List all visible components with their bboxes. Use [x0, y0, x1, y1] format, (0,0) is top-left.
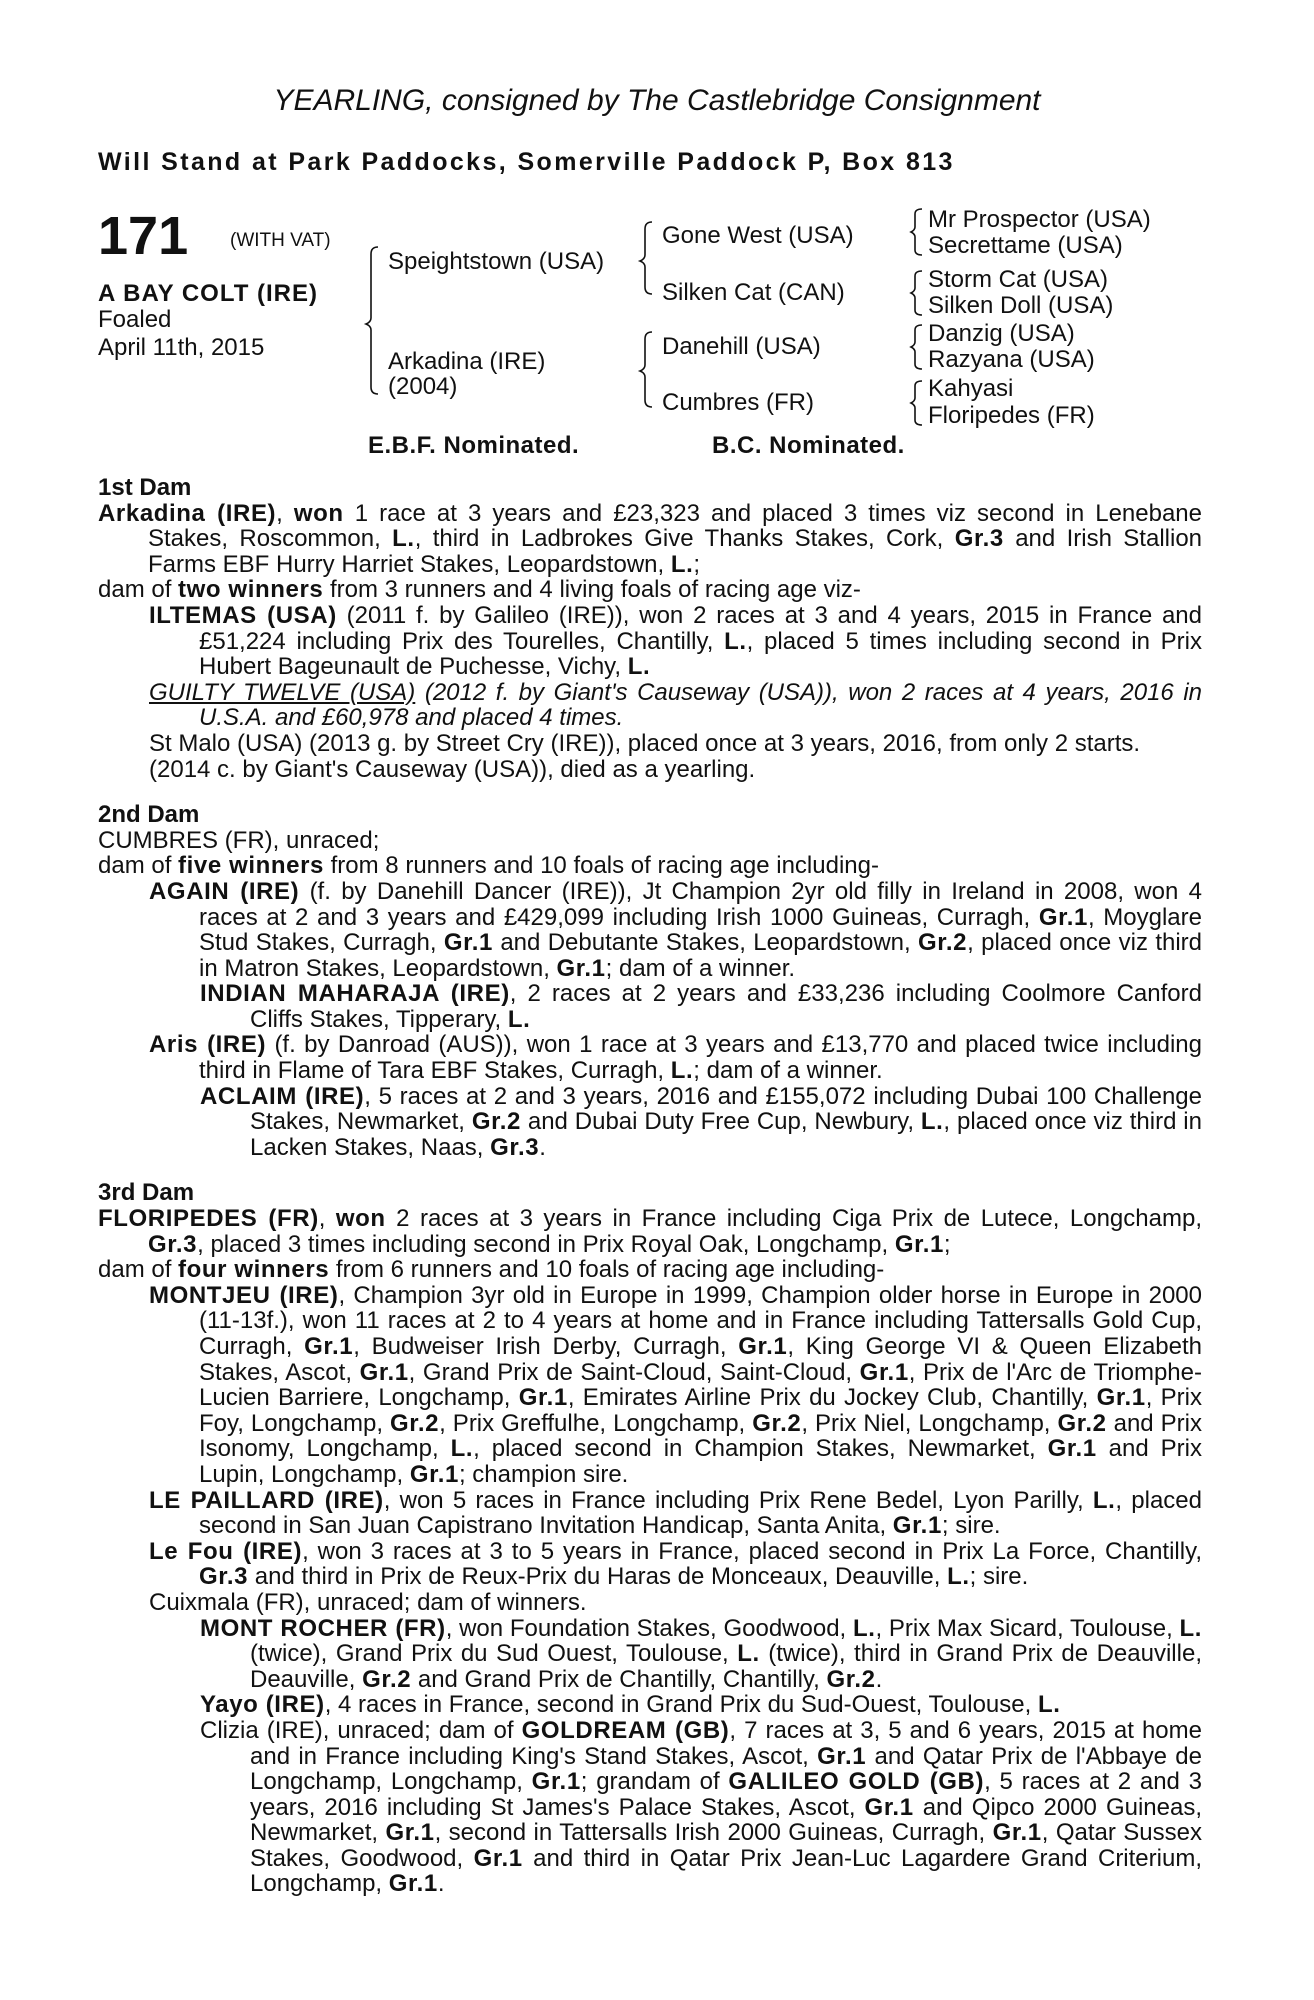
text-run: , — [276, 499, 294, 527]
bold-text: Gr.1 — [556, 954, 606, 982]
dam3-foal-cuixmala — [98, 1590, 1202, 1616]
sire-dam: Silken Cat (CAN) — [662, 279, 845, 306]
bold-text: Gr.2 — [752, 1409, 802, 1437]
dam3-produce-summary — [98, 1257, 1202, 1283]
bold-text: L. — [920, 1108, 944, 1136]
bold-text: Gr.3 — [954, 525, 1004, 553]
bold-text: Gr.2 — [826, 1665, 876, 1693]
dam-sire-dam: Razyana (USA) — [928, 346, 1095, 373]
dam3-foal-le-paillard — [98, 1488, 1202, 1539]
bold-text: four winners — [178, 1256, 330, 1284]
sire-sire: Gone West (USA) — [662, 222, 854, 249]
text-run: dam of — [98, 576, 179, 604]
bold-text: Gr.1 — [1096, 1384, 1146, 1412]
text-run: from 8 runners and 10 foals of racing age including- — [323, 852, 879, 880]
bold-text: Arkadina (IRE) — [98, 499, 277, 527]
bold-text: Gr.1 — [518, 1384, 568, 1412]
bold-text: L. — [947, 1563, 970, 1591]
dam-dam: Cumbres (FR) — [662, 389, 815, 416]
text-run: from 6 runners and 10 foals of racing age including- — [329, 1256, 885, 1284]
dam2-grandfoal-indian-maharaja — [98, 981, 1202, 1032]
dam1-foal-guilty-twelve — [98, 680, 1202, 731]
text-run: ; sire. — [969, 1563, 1029, 1591]
text-run: , placed second in San Juan Capistrano Invitation Handicap, Santa Anita, — [199, 1486, 1202, 1540]
stand-location: Will Stand at Park Paddocks, Somerville Paddock P, Box 813 — [98, 148, 955, 176]
text-run: , Prix Greffulhe, Longchamp, — [439, 1409, 753, 1437]
bold-text: Gr.1 — [388, 1870, 438, 1898]
bold-text: Gr.1 — [385, 1819, 435, 1847]
bold-text: INDIAN MAHARAJA (IRE) — [200, 980, 510, 1008]
text-run: (2011 f. by Galileo (IRE)), won 2 races at 3 and 4 years, 2015 in France and £51,224 including Prix des Tourelles, Chantilly, — [199, 601, 1203, 655]
text-run: , 5 races at 2 and 3 years, 2016 and £155,072 including Dubai 100 Challenge Stakes, Newmarket, — [250, 1082, 1202, 1136]
bold-text: ACLAIM (IRE) — [200, 1082, 365, 1110]
text-run: GUILTY TWELVE (USA) — [149, 678, 416, 706]
bold-text: L. — [507, 1005, 531, 1033]
sire-dam-sire: Storm Cat (USA) — [928, 266, 1109, 293]
bold-text: Gr.1 — [304, 1333, 354, 1360]
text-run: , second in Tattersalls Irish 2000 Guineas, Curragh, — [434, 1819, 993, 1847]
text-run: and Prix Isonomy, Longchamp, — [199, 1409, 1202, 1463]
second-dam-heading: 2nd Dam — [98, 801, 200, 829]
text-run: ; — [943, 1230, 951, 1258]
bold-text: LE PAILLARD (IRE) — [149, 1486, 384, 1514]
text-run: , Prix Foy, Longchamp, — [199, 1384, 1202, 1437]
bold-text: Gr.2 — [390, 1409, 440, 1437]
sire-dam-dam: Silken Doll (USA) — [928, 292, 1114, 319]
text-run: , won 3 races at 3 to 5 years in France, placed second in Prix La Force, Chantilly, — [302, 1537, 1202, 1565]
sire: Speightstown (USA) — [388, 248, 605, 275]
ebf-nomination: E.B.F. Nominated. — [368, 432, 580, 459]
text-run: , placed once viz third in Matron Stakes, Leopardstown, — [199, 929, 1203, 982]
catalogue-body — [98, 475, 1202, 1897]
bold-text: L. — [852, 1614, 876, 1642]
bold-text: Gr.1 — [443, 929, 493, 957]
bold-text: Gr.1 — [859, 1358, 909, 1386]
bold-text: GALILEO GOLD (GB) — [728, 1768, 985, 1796]
text-run: ; — [693, 550, 701, 578]
bold-text: L. — [1037, 1691, 1061, 1719]
text-run: , 2 races at 2 years and £33,236 including Coolmore Canford Cliffs Stakes, Tipperary, — [250, 980, 1202, 1033]
bold-text: Gr.2 — [362, 1665, 412, 1693]
text-run: , Prix Max Sicard, Toulouse, — [875, 1614, 1180, 1642]
bold-text: Gr.1 — [817, 1742, 867, 1770]
sire-sire-dam: Secrettame (USA) — [928, 232, 1123, 259]
text-run: , Qatar Sussex Stakes, Goodwood, — [250, 1819, 1202, 1872]
bold-text: Gr.1 — [1038, 903, 1088, 931]
text-run: , 4 races in France, second in Grand Prix du Sud-Ouest, Toulouse, — [324, 1691, 1038, 1719]
text-run: ; champion sire. — [458, 1460, 629, 1488]
text-run: . — [437, 1870, 445, 1898]
bold-text: L. — [724, 627, 747, 655]
text-run: (2014 c. by Giant's Causeway (USA)), died as a yearling. — [149, 755, 756, 783]
text-run: and Qipco 2000 Guineas, Newmarket, — [250, 1793, 1203, 1847]
text-run: 2 races at 3 years in France including Ciga Prix de Lutece, Longchamp, — [385, 1205, 1202, 1233]
consignment-title: YEARLING, consigned by The Castlebridge Consignment — [273, 84, 1041, 117]
text-run: , placed 5 times including second in Prix Hubert Bageunault de Puchesse, Vichy, — [199, 627, 1203, 681]
foaled-label: Foaled — [98, 306, 172, 333]
text-run: , placed second in Champion Stakes, Newmarket, — [473, 1435, 1048, 1463]
text-run: Clizia (IRE), unraced; dam of — [200, 1716, 522, 1744]
text-run: and third in Qatar Prix Jean-Luc Lagardere Grand Criterium, Longchamp, — [250, 1844, 1202, 1898]
text-run: and third in Prix de Reux-Prix du Haras de Monceaux, Deauville, — [248, 1563, 948, 1591]
text-run: (2012 f. by Giant's Causeway (USA)), won 2 races at 4 years, 2016 in U.S.A. and £60,978 and placed 4 times. — [199, 678, 1202, 732]
bold-text: won — [293, 499, 344, 527]
bold-text: AGAIN (IRE) — [149, 877, 300, 905]
bold-text: ILTEMAS (USA) — [149, 601, 337, 629]
dam1-foal-iltemas — [98, 603, 1202, 680]
text-run: dam of — [98, 852, 179, 880]
dam1-produce-summary — [98, 577, 1202, 603]
text-run: Cuixmala (FR), unraced; dam of winners. — [149, 1588, 587, 1616]
text-run: , Budweiser Irish Derby, Curragh, — [353, 1333, 739, 1360]
dam2-foal-aris — [98, 1032, 1202, 1083]
bc-nomination: B.C. Nominated. — [712, 432, 905, 459]
bold-text: Gr.1 — [531, 1768, 581, 1796]
text-run: and Qatar Prix de l'Abbaye de Longchamp, Longchamp, — [250, 1742, 1202, 1796]
dam-dam-sire: Kahyasi — [928, 375, 1014, 402]
bold-text: Gr.1 — [738, 1333, 788, 1360]
text-run: dam of — [98, 1256, 179, 1284]
text-run: , Moyglare Stud Stakes, Curragh, — [199, 903, 1202, 957]
bold-text: Gr.1 — [409, 1460, 459, 1488]
text-run: , King George VI & Queen Elizabeth Stakes, Ascot, — [199, 1333, 1203, 1386]
bold-text: Le Fou (IRE) — [149, 1537, 303, 1565]
dam-year: (2004) — [388, 373, 458, 400]
bold-text: two winners — [178, 576, 324, 604]
text-run: (f. by Danehill Dancer (IRE)), Jt Champion 2yr old filly in Ireland in 2008, won 4 races at 2 and 3 years and £429,099 including Irish 1000 Guineas, Curragh, — [199, 877, 1203, 931]
text-run: , placed once viz third in Lacken Stakes, Naas, — [250, 1108, 1202, 1161]
dam3-grandfoal-clizia — [98, 1718, 1202, 1897]
bold-text: five winners — [178, 852, 324, 880]
bold-text: Gr.2 — [918, 929, 968, 957]
dam2-record — [98, 828, 1202, 854]
dam3-record — [98, 1206, 1202, 1257]
text-run: , third in Ladbrokes Give Thanks Stakes, Cork, — [414, 525, 955, 553]
bold-text: L. — [670, 550, 694, 578]
dam1-foal-st-malo — [98, 731, 1202, 757]
dam3-grandfoal-mont-rocher — [98, 1616, 1202, 1693]
text-run: . — [539, 1133, 546, 1161]
bold-text: L. — [737, 1640, 760, 1668]
bold-text: Gr.1 — [864, 1793, 914, 1821]
bold-text: Gr.1 — [894, 1230, 944, 1258]
dam3-foal-le-fou — [98, 1539, 1202, 1590]
dam1-foal-2014 — [98, 757, 1202, 783]
text-run: 1 race at 3 years and £23,323 and placed 3 times viz second in Lenebane Stakes, Roscommon, — [148, 499, 1203, 553]
lot-name: A BAY COLT (IRE) — [98, 280, 319, 307]
bold-text: Gr.2 — [471, 1108, 521, 1136]
text-run: from 3 runners and 4 living foals of racing age viz- — [323, 576, 861, 604]
text-run: ; dam of a winner. — [693, 1057, 883, 1085]
text-run: , Prix de l'Arc de Triomphe-Lucien Barriere, Longchamp, — [199, 1358, 1202, 1412]
text-run: , Prix Niel, Longchamp, — [801, 1409, 1058, 1437]
dam3-grandfoal-yayo — [98, 1692, 1202, 1718]
text-run: , Emirates Airline Prix du Jockey Club, Chantilly, — [567, 1384, 1097, 1412]
third-dam-heading: 3rd Dam — [98, 1179, 195, 1207]
bold-text: Yayo (IRE) — [200, 1691, 325, 1719]
bold-text: L. — [450, 1435, 474, 1463]
dam2-grandfoal-aclaim — [98, 1084, 1202, 1161]
dam-dam-dam: Floripedes (FR) — [928, 402, 1095, 429]
vat-label: (WITH VAT) — [230, 230, 331, 251]
text-run: and Dubai Duty Free Cup, Newbury, — [520, 1108, 921, 1136]
bold-text: Gr.3 — [148, 1230, 198, 1258]
text-run: CUMBRES (FR), unraced; — [98, 826, 380, 854]
text-run: , Champion 3yr old in Europe in 1999, Champion older horse in Europe in 2000 (11-13f.), won 11 races at 2 to 4 years at home and in France including Tattersalls Gold Cup, Curragh, — [199, 1281, 1202, 1360]
bold-text: MONT ROCHER (FR) — [200, 1614, 446, 1642]
text-run: , won Foundation Stakes, Goodwood, — [445, 1614, 853, 1642]
text-run: , 5 races at 2 and 3 years, 2016 including St James's Palace Stakes, Ascot, — [250, 1768, 1202, 1821]
bold-text: Gr.1 — [473, 1844, 523, 1872]
text-run: (f. by Danroad (AUS)), won 1 race at 3 years and £13,770 and placed twice including third in Flame of Tara EBF Stakes, Curragh, — [199, 1031, 1202, 1085]
bold-text: L. — [1092, 1486, 1116, 1514]
bold-text: Gr.1 — [1047, 1435, 1097, 1463]
bold-text: FLORIPEDES (FR) — [98, 1205, 319, 1233]
text-run: , Grand Prix de Saint-Cloud, Saint-Cloud, — [408, 1358, 860, 1386]
bold-text: GOLDREAM (GB) — [521, 1716, 730, 1744]
bold-text: L. — [1179, 1614, 1202, 1642]
bold-text: Aris (IRE) — [149, 1031, 267, 1059]
text-run: and Irish Stallion Farms EBF Hurry Harriet Stakes, Leopardstown, — [148, 525, 1203, 578]
text-run: and Grand Prix de Chantilly, Chantilly, — [411, 1665, 827, 1693]
dam3-foal-montjeu — [98, 1283, 1202, 1488]
text-run: , — [318, 1205, 336, 1233]
text-run: and Debutante Stakes, Leopardstown, — [492, 929, 919, 957]
text-run: and Prix Lupin, Longchamp, — [199, 1435, 1202, 1488]
bold-text: Gr.3 — [199, 1563, 249, 1591]
text-run: , placed 3 times including second in Prix Royal Oak, Longchamp, — [197, 1230, 895, 1258]
dam-sire: Danehill (USA) — [662, 333, 821, 360]
dam2-produce-summary — [98, 853, 1202, 879]
dam: Arkadina (IRE) — [388, 348, 546, 375]
text-run: St Malo (USA) (2013 g. by Street Cry (IRE)), placed once at 3 years, 2016, from only 2 starts. — [149, 729, 1141, 757]
dam-sire-sire: Danzig (USA) — [928, 320, 1075, 347]
text-run: , 7 races at 3, 5 and 6 years, 2015 at home and in France including King's Stand Stakes, Ascot, — [250, 1716, 1202, 1770]
text-run: ; sire. — [941, 1512, 1001, 1540]
sire-sire-sire: Mr Prospector (USA) — [928, 206, 1151, 233]
text-run: ; dam of a winner. — [605, 954, 796, 982]
foaled-date: April 11th, 2015 — [98, 334, 265, 361]
dam1-record — [98, 501, 1202, 578]
dam2-foal-again — [98, 879, 1202, 981]
bold-text: L. — [627, 653, 651, 681]
bold-text: L. — [392, 525, 415, 553]
text-run: (twice), Grand Prix du Sud Ouest, Toulouse, — [250, 1640, 738, 1668]
text-run: . — [875, 1665, 883, 1693]
bold-text: Gr.1 — [892, 1512, 942, 1540]
bold-text: Gr.1 — [992, 1819, 1042, 1847]
text-run: (twice), third in Grand Prix de Deauville, Deauville, — [250, 1640, 1202, 1693]
bold-text: MONTJEU (IRE) — [149, 1281, 339, 1309]
text-run: ; grandam of — [580, 1768, 729, 1796]
bold-text: L. — [670, 1057, 694, 1085]
lot-number: 171 — [98, 206, 189, 266]
first-dam-heading: 1st Dam — [98, 474, 192, 501]
bold-text: Gr.3 — [490, 1133, 540, 1161]
text-run: , won 5 races in France including Prix Rene Bedel, Lyon Parilly, — [383, 1486, 1093, 1514]
bold-text: Gr.2 — [1057, 1409, 1107, 1437]
bold-text: Gr.1 — [359, 1358, 409, 1386]
bold-text: won — [335, 1205, 386, 1233]
